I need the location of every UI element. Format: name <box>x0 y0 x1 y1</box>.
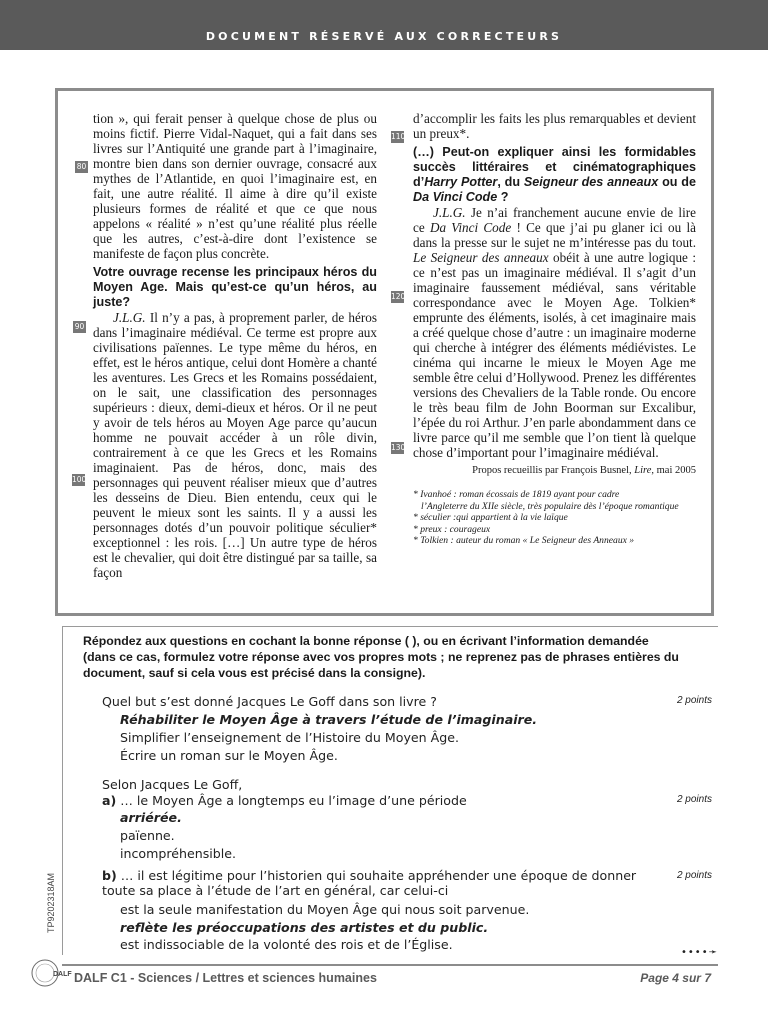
source-signature <box>413 464 696 477</box>
document-code <box>44 870 58 940</box>
question-1-points: 2 points <box>676 695 712 706</box>
q-part: ? <box>497 190 509 204</box>
question-2b-points: 2 points <box>676 870 712 881</box>
question-2-intro: Selon Jacques Le Goff, <box>102 777 243 792</box>
footnote: * preux : courageux <box>413 523 491 535</box>
footnote: l’Angleterre du XIIe siècle, très populaire dès l’époque romantique <box>421 500 679 512</box>
answer-title: Le Seigneur des anneaux <box>413 250 549 265</box>
q2b-option-3[interactable]: est indissociable de la volonté des rois et de l’Église. <box>120 937 453 952</box>
q2b-option-2[interactable]: reflète les préoccupations des artistes et du public. <box>120 920 489 935</box>
q1-option-2[interactable]: Simplifier l’enseignement de l’Histoire du Moyen Âge. <box>120 730 459 745</box>
q2a-option-2[interactable]: païenne. <box>120 828 175 843</box>
line-number: 80 <box>76 162 87 171</box>
item-prompt: … le Moyen Âge a longtemps eu l’image d’une période <box>116 793 467 808</box>
q2a-option-1[interactable]: arriérée. <box>120 810 182 825</box>
q2b-option-1[interactable]: est la seule manifestation du Moyen Âge qui nous soit parvenue. <box>120 902 530 917</box>
answer-text: Je n’ai franchement aucune envie de lire ce <box>413 205 696 235</box>
item-label: a) <box>102 793 117 808</box>
q-title: Harry Potter <box>424 175 498 189</box>
initials: J.L.G. <box>433 205 466 220</box>
header-bar <box>0 0 768 50</box>
question-2a-points: 2 points <box>676 794 712 805</box>
q-title: Seigneur des anneaux <box>523 175 659 189</box>
signature-text: Propos recueillis par François Busnel, <box>472 465 635 476</box>
q-title: Da Vinci Code <box>413 190 498 204</box>
q-part: ou de <box>658 175 696 189</box>
footer-rule <box>62 964 718 966</box>
question-1-prompt: Quel but s’est donné Jacques Le Goff dans son livre ? <box>102 694 437 709</box>
answer-text: Il n’y a pas, à proprement parler, de héros dans l’imaginaire médiéval. Ce terme est propre aux civilisations païennes. Le type même du héros, en effet, est le héros antique, celui dont Homère a chanté les aventures. Les Grecs et les Romains possédaient, on le sait, une classification des personnages supérieurs : dieux, demi-dieux et héros. Or il ne peut y avoir de tels héros au Moyen Age parce qu’aucun homme ne pouvait accéder à un rôle divin, contrairement à ce que les Grecs et les Romains imaginaient. Pas de héros, donc, mais des personnages qui peuvent réaliser mieux que d’autres les desseins de Dieu. Bien entendu, ceux qui le peuvent le mieux sont les saints. Il y a aussi les personnages dotés d’un pouvoir politique séculier* exceptionnel : les rois. […] Un autre type de héros est le chevalier, qui doit être distingué par sa taille, sa façon <box>93 310 377 580</box>
paragraph: d’accomplir les faits les plus remarquables et devient un preux*. <box>413 111 696 141</box>
question-2b-prompt <box>102 868 636 883</box>
line-number: 100 <box>72 475 87 484</box>
interview-question <box>413 145 696 205</box>
paragraph <box>93 310 377 580</box>
item-prompt: … il est légitime pour l’historien qui souhaite appréhender une époque de donner <box>116 868 637 883</box>
line-number: 130 <box>391 443 406 452</box>
q2a-option-3[interactable]: incompréhensible. <box>120 846 237 861</box>
q-part: , du <box>497 175 524 189</box>
logo-text: DALF <box>53 971 72 978</box>
footer-exam-title: DALF C1 - Sciences / Lettres et sciences humaines <box>74 971 377 985</box>
excerpt-left-column <box>93 111 377 580</box>
footer-page-number: Page 4 sur 7 <box>640 971 711 985</box>
question-2b-prompt-cont: toute sa place à l’étude de l’art en général, car celui-ci <box>102 883 449 898</box>
q1-option-3[interactable]: Écrire un roman sur le Moyen Âge. <box>120 748 338 763</box>
paragraph: tion », qui ferait penser à quelque chose de plus ou moins fictif. Pierre Vidal-Naquet, qui a fait dans ses livres sur l’Antiquité une grande part à l’imaginaire, montre bien dans son dernier ouvrage, consacré aux mythes de l’Atlantide, en quoi l’imaginaire est, en fait, une autre réalité. Il aime à dire qu’il existe plusieurs formes de réalité et que ce que nous appelons « réalité » n’est qu’une réalité plus réelle que les autres, c’est-à-dire dont l’existence se manifeste de façon plus concrète. <box>93 111 377 261</box>
paragraph <box>413 205 696 460</box>
interview-question: Votre ouvrage recense les principaux héros du Moyen Age. Mais qu’est-ce qu’un héros, au juste? <box>93 265 377 309</box>
initials: J.L.G. <box>113 310 146 325</box>
q-part: (…) Peut-on expliquer ainsi les formidables succès littéraires et cinématographiques d’ <box>413 145 696 189</box>
instructions: Répondez aux questions en cochant la bonne réponse ( ), ou en écrivant l’information demandée (dans ce cas, formulez votre réponse avec vos propres mots ; ne reprenez pas de phrases entières du document, sauf si cela vous est précisé dans la consigne). <box>83 634 679 680</box>
signature-magazine: Lire <box>634 465 652 476</box>
footnotes <box>413 489 696 547</box>
line-number: 120 <box>391 292 406 301</box>
footnote: * séculier :qui appartient à la vie laïque <box>413 512 568 523</box>
footnote: * Tolkien : auteur du roman « Le Seigneur des Anneaux » <box>413 535 635 546</box>
header-title: DOCUMENT RÉSERVÉ AUX CORRECTEURS <box>205 30 563 43</box>
item-label: b) <box>102 868 117 883</box>
q1-option-1[interactable]: Réhabiliter le Moyen Âge à travers l’étude de l’imaginaire. <box>120 712 538 727</box>
document-code-text: TP9202318AM <box>46 872 56 934</box>
answer-text: ! Ce que j’ai pu glaner ici ou là dans la presse sur le sujet ne m’intéresse pas du tout. <box>413 220 696 250</box>
question-2a-prompt <box>102 793 467 808</box>
answer-title: Da Vinci Code <box>429 220 512 235</box>
signature-text: , mai 2005 <box>651 465 696 476</box>
line-number: 90 <box>74 322 85 331</box>
answer-text: obéit à une autre logique : ce n’est pas un imaginaire médiéval. Il s’agit d’un imaginaire faussement médiéval, sans véritable correspondance avec le Moyen Age. Tolkien* emprunte des éléments, isolés, à cet imaginaire mais a créé quelque chose d’autre : un imaginaire moderne qui cherche à intégrer des éléments médiévistes. Le cinéma qui incarne le mieux le Moyen Age me semble être celui d’Hollywood. Prenez les différentes versions des Chevaliers de la Table ronde. Ou encore le très beau film de John Boorman sur Excalibur, l’épée du roi Arthur. J’en parle abondamment dans ce livre parce qu’il me semble que l’on tient là quelque chose d’important pour l’imaginaire médiéval. <box>413 250 696 460</box>
continue-arrow-icon: ••••➛ <box>681 947 718 958</box>
dalf-logo-icon <box>30 958 72 988</box>
excerpt-right-column <box>413 111 696 547</box>
line-number: 110 <box>391 132 406 141</box>
footnote: * Ivanhoé : roman écossais de 1819 ayant pour cadre <box>413 489 620 500</box>
